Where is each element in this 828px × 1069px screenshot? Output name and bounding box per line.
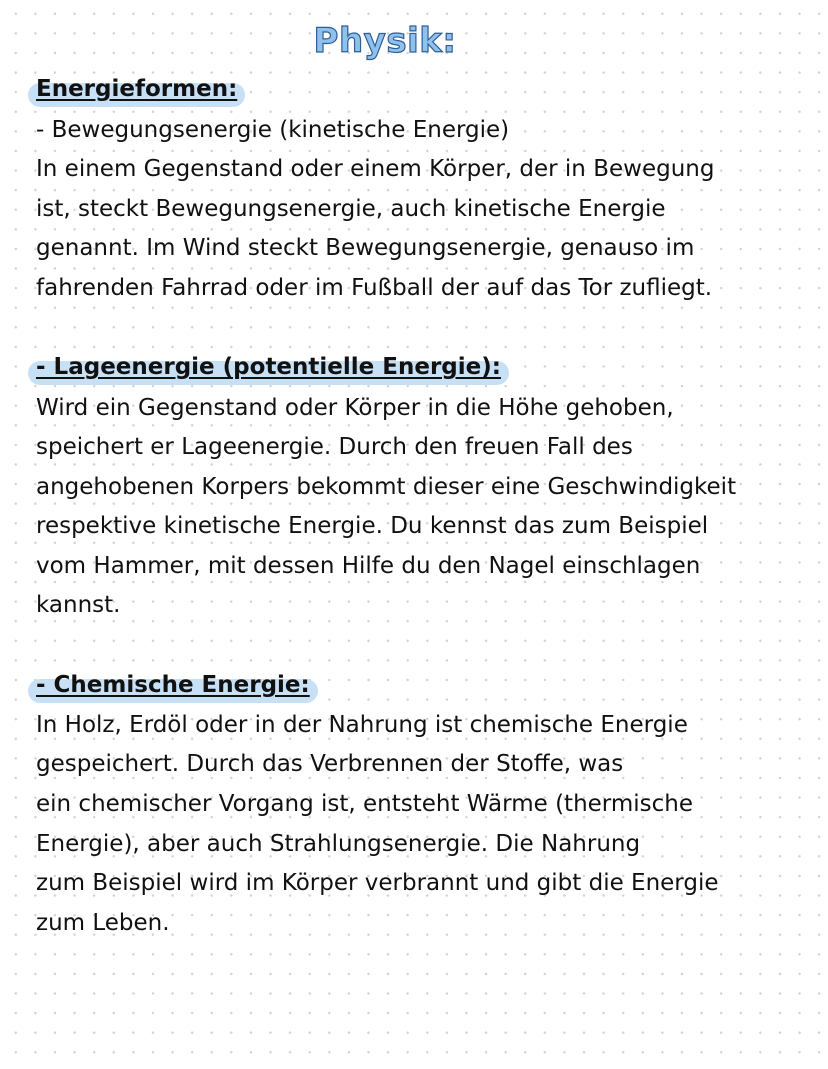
page-title: Physik:	[313, 21, 457, 61]
text-line: respektive kinetische Energie. Du kennst das zum Beispiel	[36, 513, 709, 539]
text-line: ein chemischer Vorgang ist, entsteht Wärme (thermische	[36, 791, 693, 817]
text-line: vom Hammer, mit dessen Hilfe du den Nagel einschlagen	[36, 553, 701, 579]
text-line: - Bewegungsenergie (kinetische Energie)	[36, 117, 510, 143]
text-line: angehobenen Korpers bekommt dieser eine Geschwindigkeit	[36, 474, 737, 500]
text-line: ist, steckt Bewegungsenergie, auch kinetische Energie	[36, 196, 666, 222]
text-line: gespeichert. Durch das Verbrennen der Stoffe, was	[36, 751, 624, 777]
section-heading-chemische-energie: - Chemische Energie:	[36, 672, 310, 698]
text-line: Wird ein Gegenstand oder Körper in die Höhe gehoben,	[36, 395, 674, 421]
section-heading-energieformen: Energieformen:	[36, 76, 238, 102]
text-line: In Holz, Erdöl oder in der Nahrung ist chemische Energie	[36, 712, 688, 738]
text-line: kannst.	[36, 592, 121, 618]
text-line: zum Beispiel wird im Körper verbrannt und gibt die Energie	[36, 870, 719, 896]
section-heading-lageenergie: - Lageenergie (potentielle Energie):	[36, 354, 501, 380]
text-line: zum Leben.	[36, 910, 170, 936]
text-line: speichert er Lageenergie. Durch den freuen Fall des	[36, 434, 633, 460]
text-line: genannt. Im Wind steckt Bewegungsenergie, genauso im	[36, 235, 695, 261]
text-line: Energie), aber auch Strahlungsenergie. Die Nahrung	[36, 831, 641, 857]
text-line: fahrenden Fahrrad oder im Fußball der auf das Tor zufliegt.	[36, 275, 713, 301]
text-line: In einem Gegenstand oder einem Körper, der in Bewegung	[36, 156, 715, 182]
